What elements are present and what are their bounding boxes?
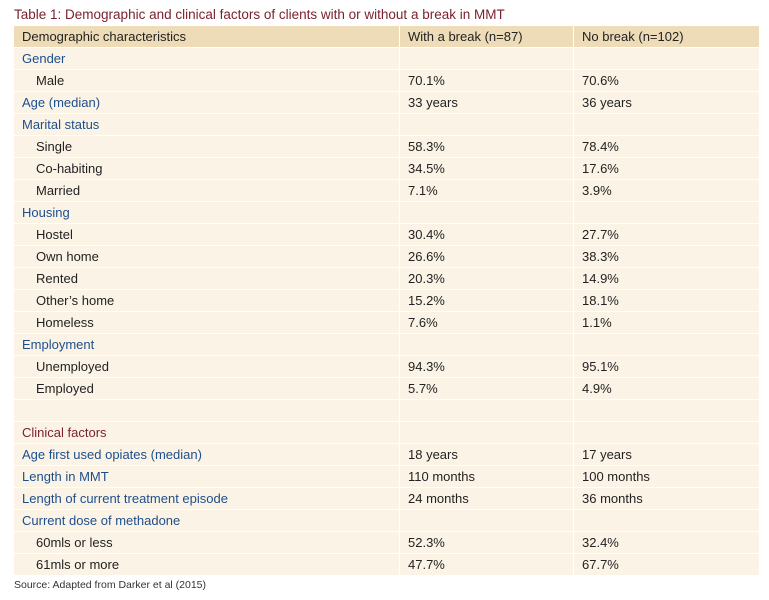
row-label: Homeless [14,312,400,334]
row-label: Length in MMT [14,466,400,488]
cell-with-break [400,400,574,422]
cell-with-break: 7.6% [400,312,574,334]
row-label: Other’s home [14,290,400,312]
table-row [14,444,760,466]
cell-no-break [574,334,760,356]
cell-no-break: 67.7% [574,554,760,576]
cell-no-break [574,48,760,70]
row-label: Own home [14,246,400,268]
cell-no-break: 95.1% [574,356,760,378]
table-row [14,510,760,532]
cell-with-break: 110 months [400,466,574,488]
row-label: Hostel [14,224,400,246]
cell-with-break: 30.4% [400,224,574,246]
table-row [14,466,760,488]
cell-with-break: 34.5% [400,158,574,180]
cell-no-break: 17 years [574,444,760,466]
cell-no-break: 78.4% [574,136,760,158]
table-row [14,70,760,92]
table-header-row [14,26,760,48]
row-label: Single [14,136,400,158]
cell-with-break [400,202,574,224]
cell-with-break: 15.2% [400,290,574,312]
row-label: Length of current treatment episode [14,488,400,510]
table-row [14,158,760,180]
table-row [14,378,760,400]
header-no-break: No break (n=102) [574,26,760,48]
cell-with-break: 18 years [400,444,574,466]
table-row [14,312,760,334]
row-label: Rented [14,268,400,290]
row-label: Age first used opiates (median) [14,444,400,466]
cell-no-break [574,422,760,444]
cell-with-break [400,48,574,70]
cell-with-break: 33 years [400,92,574,114]
table-row [14,136,760,158]
cell-no-break: 27.7% [574,224,760,246]
table-row [14,356,760,378]
cell-no-break: 18.1% [574,290,760,312]
table-row [14,224,760,246]
cell-no-break: 38.3% [574,246,760,268]
table-body [14,48,760,576]
row-label: Age (median) [14,92,400,114]
cell-no-break: 36 years [574,92,760,114]
cell-no-break: 70.6% [574,70,760,92]
cell-with-break: 24 months [400,488,574,510]
table-row [14,180,760,202]
row-label: Married [14,180,400,202]
row-label: Co-habiting [14,158,400,180]
cell-with-break: 7.1% [400,180,574,202]
cell-no-break: 17.6% [574,158,760,180]
row-label: Male [14,70,400,92]
table-row [14,400,760,422]
table-row [14,268,760,290]
table-row [14,532,760,554]
cell-no-break: 100 months [574,466,760,488]
table-row [14,488,760,510]
row-label: Employed [14,378,400,400]
cell-with-break: 94.3% [400,356,574,378]
demographics-table [13,25,760,576]
cell-with-break: 26.6% [400,246,574,268]
table-row [14,246,760,268]
cell-with-break [400,422,574,444]
cell-no-break [574,510,760,532]
cell-with-break: 52.3% [400,532,574,554]
cell-with-break: 5.7% [400,378,574,400]
cell-with-break: 58.3% [400,136,574,158]
cell-with-break [400,510,574,532]
row-label: Gender [14,48,400,70]
table-row [14,114,760,136]
cell-no-break: 4.9% [574,378,760,400]
table-row [14,48,760,70]
row-label: Unemployed [14,356,400,378]
row-label [14,400,400,422]
table-caption: Table 1: Demographic and clinical factors of clients with or without a break in MMT [14,7,505,22]
cell-no-break: 32.4% [574,532,760,554]
cell-no-break [574,114,760,136]
cell-with-break: 20.3% [400,268,574,290]
row-label: Marital status [14,114,400,136]
cell-no-break: 3.9% [574,180,760,202]
cell-no-break: 36 months [574,488,760,510]
cell-with-break: 70.1% [400,70,574,92]
row-label: 61mls or more [14,554,400,576]
header-demographic-characteristics: Demographic characteristics [14,26,400,48]
table-row [14,290,760,312]
cell-no-break: 1.1% [574,312,760,334]
table-row [14,334,760,356]
row-label: Current dose of methadone [14,510,400,532]
row-label: 60mls or less [14,532,400,554]
table-row [14,422,760,444]
row-label: Clinical factors [14,422,400,444]
table-row [14,92,760,114]
header-with-break: With a break (n=87) [400,26,574,48]
table-row [14,202,760,224]
cell-no-break [574,400,760,422]
cell-with-break: 47.7% [400,554,574,576]
cell-with-break [400,334,574,356]
cell-no-break [574,202,760,224]
table-row [14,554,760,576]
row-label: Housing [14,202,400,224]
cell-with-break [400,114,574,136]
source-note: Source: Adapted from Darker et al (2015) [14,579,207,591]
row-label: Employment [14,334,400,356]
cell-no-break: 14.9% [574,268,760,290]
